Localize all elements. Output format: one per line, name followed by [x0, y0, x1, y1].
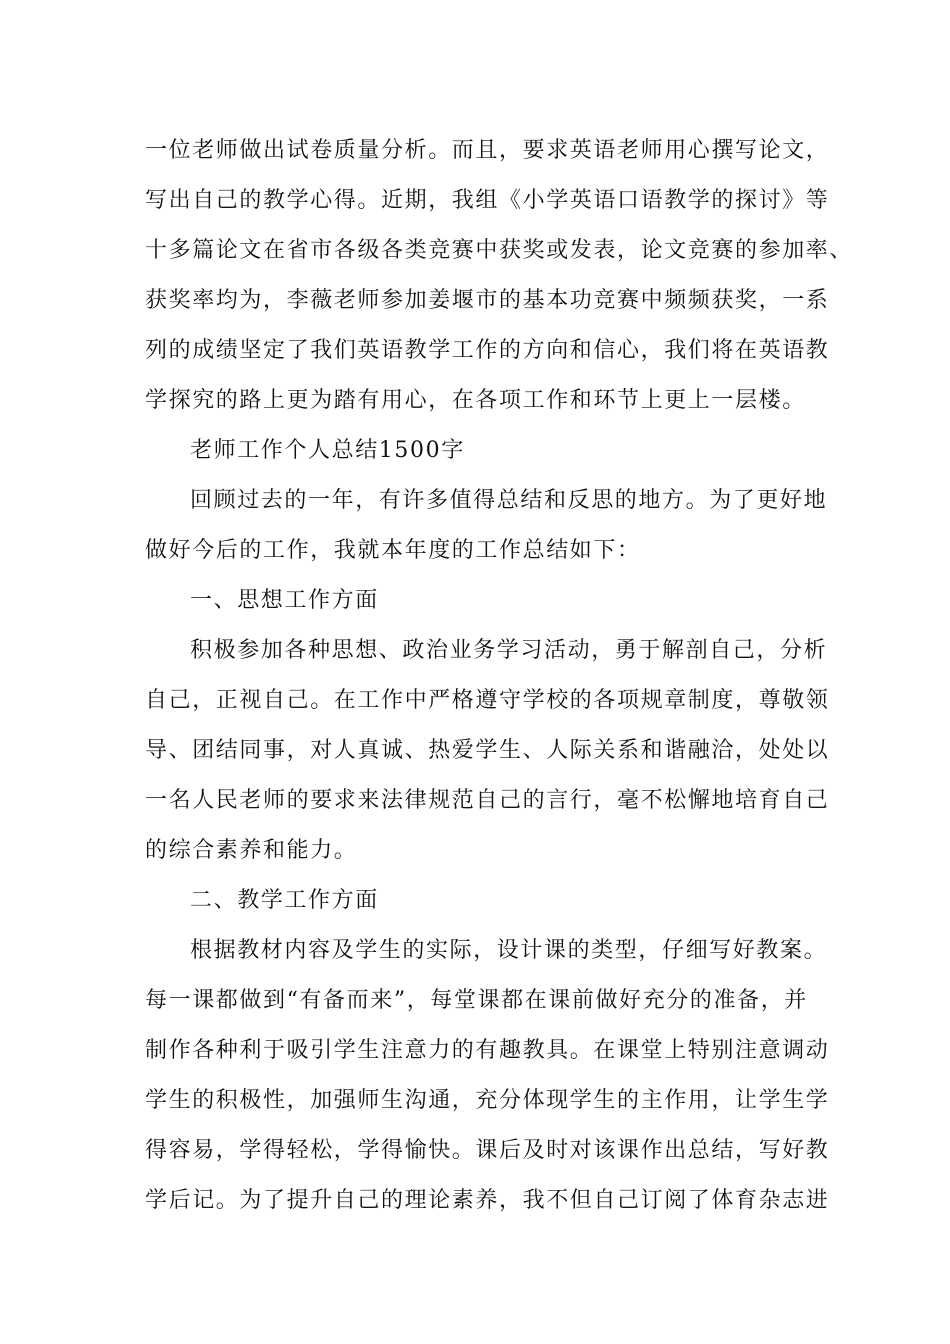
section-heading: 一、思想工作方面: [190, 588, 379, 613]
text-line: 学生的积极性，加强师生沟通，充分体现学生的主作用，让学生学: [145, 1088, 830, 1113]
section-title: 老师工作个人总结1500字: [190, 438, 465, 463]
text-line: 做好今后的工作，我就本年度的工作总结如下：: [145, 538, 641, 563]
text-line: 制作各种利于吸引学生注意力的有趣教具。在课堂上特别注意调动: [145, 1038, 830, 1063]
text-line: 自己，正视自己。在工作中严格遵守学校的各项规章制度，尊敬领: [145, 688, 830, 713]
text-line: 的综合素养和能力。: [145, 838, 358, 863]
text-line: 导、团结同事，对人真诚、热爱学生、人际关系和谐融洽，处处以: [145, 738, 830, 763]
text-line: 十多篇论文在省市各级各类竞赛中获奖或发表，论文竞赛的参加率、: [145, 238, 854, 263]
text-line: 获奖率均为，李薇老师参加姜堰市的基本功竞赛中频频获奖，一系: [145, 288, 830, 313]
text-line: 积极参加各种思想、政治业务学习活动，勇于解剖自己，分析: [190, 638, 828, 663]
text-line: 学探究的路上更为踏有用心，在各项工作和环节上更上一层楼。: [145, 388, 806, 413]
text-line: 得容易，学得轻松，学得愉快。课后及时对该课作出总结，写好教: [145, 1138, 830, 1163]
text-line: 每一课都做到“有备而来”，每堂课都在课前做好充分的准备，并: [145, 988, 808, 1013]
text-line: 列的成绩坚定了我们英语教学工作的方向和信心，我们将在英语教: [145, 338, 830, 363]
text-line: 一名人民老师的要求来法律规范自己的言行，毫不松懈地培育自己: [145, 788, 830, 813]
text-line: 学后记。为了提升自己的理论素养，我不但自己订阅了体育杂志进: [145, 1188, 830, 1213]
text-line: 一位老师做出试卷质量分析。而且，要求英语老师用心撰写论文，: [145, 138, 830, 163]
section-heading: 二、教学工作方面: [190, 888, 379, 913]
text-line: 写出自己的教学心得。近期，我组《小学英语口语教学的探讨》等: [145, 188, 830, 213]
text-line: 回顾过去的一年，有许多值得总结和反思的地方。为了更好地: [190, 488, 828, 513]
text-line: 根据教材内容及学生的实际，设计课的类型，仔细写好教案。: [190, 938, 828, 963]
